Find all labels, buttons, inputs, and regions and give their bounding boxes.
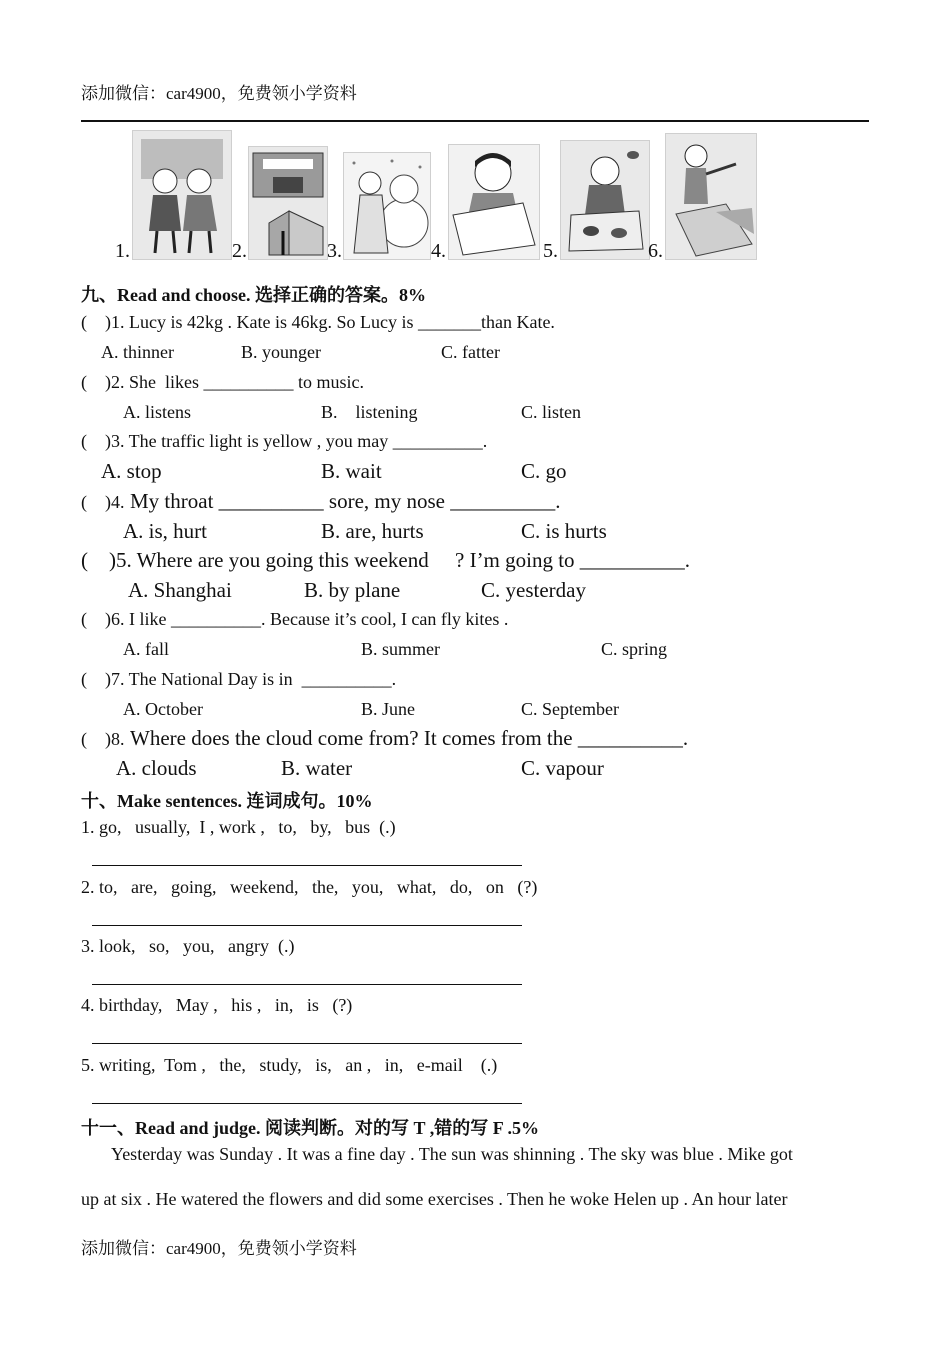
option-a: A. is, hurt [123, 519, 207, 543]
reading-passage-line: Yesterday was Sunday . It was a fine day . The sun was shinning . The sky was blue . Mike got [111, 1144, 793, 1164]
sentence-prompt: 3. look, so, you, angry (.) [81, 936, 295, 956]
picture-number: 1. [115, 240, 130, 262]
cinema-hospital-icon [248, 146, 328, 260]
header-rule [81, 120, 869, 122]
answer-line[interactable] [92, 984, 522, 985]
question-stem: ( )6. I like __________. Because it’s cool, I can fly kites . [81, 609, 509, 629]
question-stem: Where does the cloud come from? It comes from the __________. [130, 726, 689, 750]
boy-leaves-icon [560, 140, 650, 260]
girl-snowman-icon [343, 152, 431, 260]
option-b: B. June [361, 699, 415, 719]
question-stem: ( )2. She likes __________ to music. [81, 372, 364, 392]
option-b: B. by plane [304, 578, 401, 602]
option-c: C. September [521, 699, 619, 719]
option-b: B. wait [321, 459, 382, 483]
question-number: ( )8. [81, 729, 125, 749]
option-c: C. fatter [441, 342, 500, 362]
section-10-title: 十、Make sentences. 连词成句。10% [81, 791, 373, 811]
section-11-title: 十一、Read and judge. 阅读判断。对的写 T ,错的写 F .5% [81, 1118, 540, 1138]
option-c: C. spring [601, 639, 668, 659]
answer-line[interactable] [92, 925, 522, 926]
option-a: A. stop [101, 459, 162, 483]
boy-diving-icon [665, 133, 757, 260]
option-c: C. vapour [521, 756, 604, 780]
answer-line[interactable] [92, 865, 522, 866]
question-stem: ( )7. The National Day is in __________. [81, 669, 397, 689]
option-b: B. are, hurts [321, 519, 424, 543]
option-a: A. fall [123, 639, 169, 659]
picture-number: 2. [232, 240, 247, 262]
sentence-prompt: 5. writing, Tom , the, study, is, an , in, e-mail (.) [81, 1055, 498, 1075]
question-stem: ( )5. Where are you going this weekend ? I’m going to __________. [81, 548, 691, 572]
answer-line[interactable] [92, 1043, 522, 1044]
section-9-title: 九、Read and choose. 选择正确的答案。8% [81, 285, 427, 305]
two-girls-icon [132, 130, 232, 260]
option-b: B. younger [241, 342, 321, 362]
answer-line[interactable] [92, 1103, 522, 1104]
sentence-prompt: 1. go, usually, I , work , to, by, bus (.) [81, 817, 396, 837]
picture-number: 3. [327, 240, 342, 262]
option-a: A. October [123, 699, 203, 719]
question-number: ( )4. [81, 492, 125, 512]
picture-number: 5. [543, 240, 558, 262]
sentence-prompt: 4. birthday, May , his , in, is (?) [81, 995, 353, 1015]
option-b: B. water [281, 756, 353, 780]
option-c: C. is hurts [521, 519, 607, 543]
page-footer: 添加微信：car4900，免费领小学资料 [81, 1239, 357, 1258]
option-a: A. Shanghai [128, 578, 232, 602]
option-a: A. listens [123, 402, 192, 422]
option-c: C. listen [521, 402, 582, 422]
option-b: B. summer [361, 639, 440, 659]
option-a: A. clouds [116, 756, 197, 780]
question-stem: My throat __________ sore, my nose __________. [130, 489, 561, 513]
sentence-prompt: 2. to, are, going, weekend, the, you, what, do, on (?) [81, 877, 538, 897]
reading-passage-line: up at six . He watered the flowers and did some exercises . Then he woke Helen up . An hour later [81, 1189, 788, 1209]
question-stem: ( )3. The traffic light is yellow , you may __________. [81, 431, 488, 451]
option-a: A. thinner [101, 342, 174, 362]
option-b: B. listening [321, 402, 418, 422]
option-c: C. go [521, 459, 567, 483]
picture-number: 6. [648, 240, 663, 262]
page-header: 添加微信：car4900，免费领小学资料 [81, 84, 357, 103]
question-stem: ( )1. Lucy is 42kg . Kate is 46kg. So Lucy is _______than Kate. [81, 312, 555, 332]
option-c: C. yesterday [481, 578, 586, 602]
picture-number: 4. [431, 240, 446, 262]
boy-drawing-icon [448, 144, 540, 260]
